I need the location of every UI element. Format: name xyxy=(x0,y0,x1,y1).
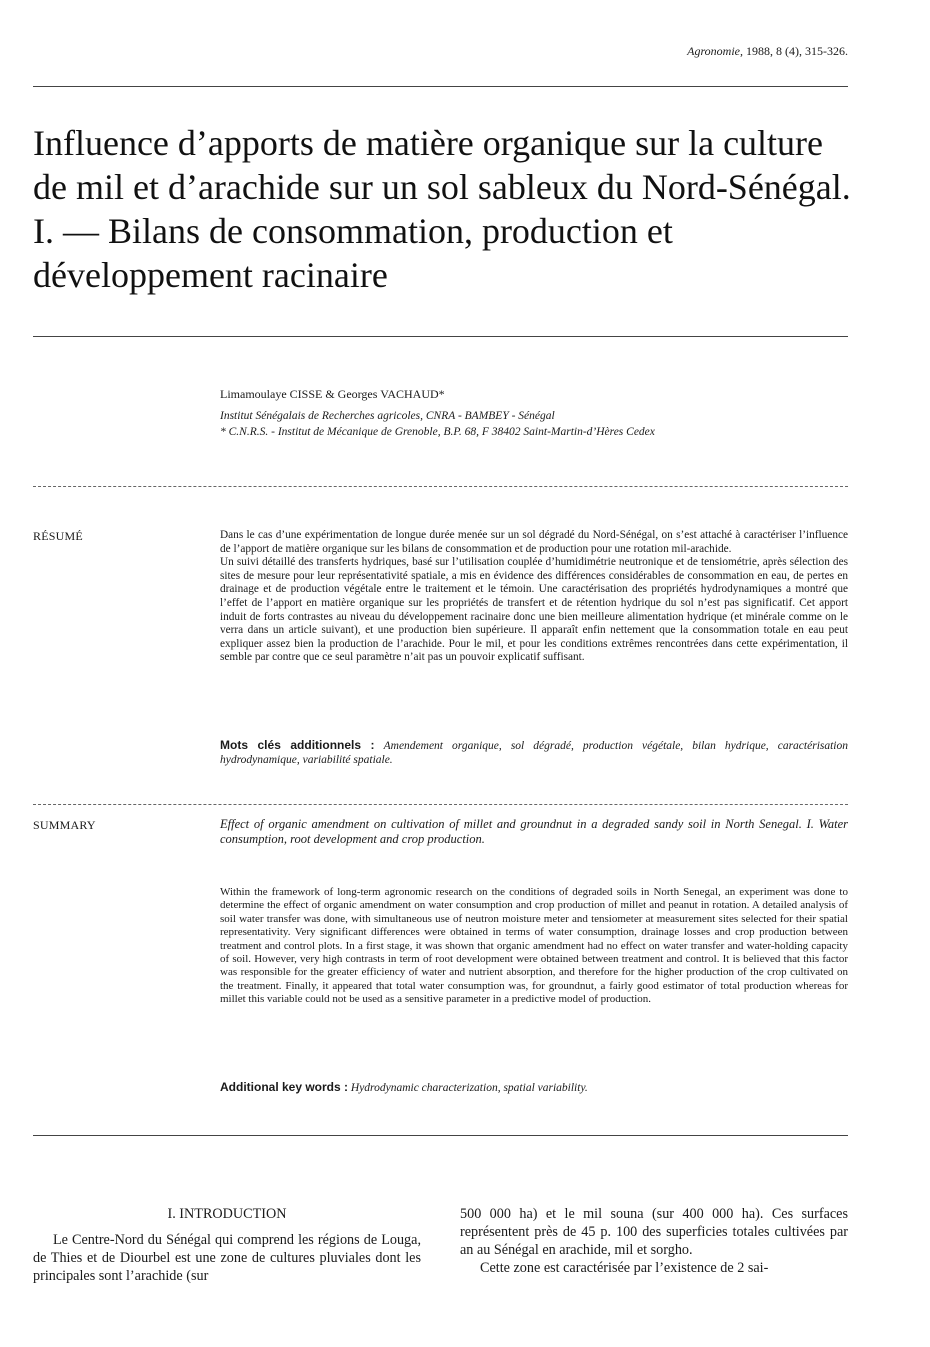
resume-text xyxy=(220,529,848,665)
summary-keywords-text: Hydrodynamic characterization, spatial variability. xyxy=(350,1082,588,1094)
intro-paragraph-1: Le Centre-Nord du Sénégal qui comprend les régions de Louga, de Thies et de Diourbel est une zone de cultures pluviales dont les principales sont l’arachide (sur xyxy=(33,1232,421,1284)
resume-label: RÉSUMÉ xyxy=(33,529,83,543)
summary-keywords xyxy=(220,1080,848,1095)
summary-title: Effect of organic amendment on cultivation of millet and groundnut in a degraded sandy soil in North Senegal. I. Water consumption, root development and crop production. xyxy=(220,817,848,846)
resume-paragraph-1: Dans le cas d’une expérimentation de longue durée menée sur un sol dégradé du Nord-Sénégal, on s’est attaché à caractériser l’influence de l’apport de matière organique sur les bilans de consommation et de production pour une rotation mil-arachide. xyxy=(220,529,848,555)
section-heading: I. INTRODUCTION xyxy=(167,1206,287,1222)
intro-paragraph-3: Cette zone est caractérisée par l’existence de 2 sai- xyxy=(480,1260,769,1276)
summary-keywords-label: Additional key words : xyxy=(220,1080,349,1094)
intro-column-right xyxy=(460,1205,848,1277)
resume-keywords-label: Mots clés additionnels : xyxy=(220,738,375,752)
authors-rule xyxy=(33,486,848,487)
affiliation-2: * C.N.R.S. - Institut de Mécanique de Grenoble, B.P. 68, F 38402 Saint-Martin-d’Hères Cedex xyxy=(220,426,655,438)
resume-keywords xyxy=(220,738,848,767)
title-rule xyxy=(33,336,848,337)
authors: Limamoulaye CISSE & Georges VACHAUD* xyxy=(220,387,445,401)
journal-name: Agronomie, xyxy=(687,44,743,58)
intro-paragraph-2: 500 000 ha) et le mil souna (sur 400 000 ha). Ces surfaces représentent près de 45 p. 100 des superficies totales cultivées par an au Sénégal en arachide, mil et sorgho. xyxy=(460,1206,848,1258)
header-rule xyxy=(33,86,848,87)
intro-column-left xyxy=(33,1205,421,1285)
journal-volume: 1988, 8 (4), 315-326. xyxy=(746,44,848,58)
affiliation-1: Institut Sénégalais de Recherches agricoles, CNRA - BAMBEY - Sénégal xyxy=(220,410,555,422)
resume-rule xyxy=(33,804,848,805)
resume-paragraph-2: Un suivi détaillé des transferts hydriques, basé sur l’utilisation couplée d’humidimétrie neutronique et de tensiométrie, après sélection des sites de mesure pour leur représentativité spatiale, a mis en évidence des différences considérables de consommation en eau, de pertes en drainage et de production végétale entre le traitement et le témoin. Une caractérisation des propriétés hydrodynamiques a montré que l’effet de l’apport en matière organique sur les propriétés de transfert et de rétention hydrique du sol n’est pas significatif. Cet apport induit de forts contrastes au niveau du développement racinaire donc une bien meilleure alimentation hydrique (et minérale comme on le verra dans un article suivant), et une production bien supérieure. Il apparaît enfin nettement que la consommation totale en eau peut expliquer assez bien la production de l’arachide. Pour le mil, et pour les conditions extrêmes rencontrées dans cette expérimentation, il semble par contre que ce seul paramètre n’ait pas un pouvoir explicatif suffisant. xyxy=(220,556,848,664)
resume-keywords-text: Amendement organique, sol dégradé, production végétale, bilan hydrique, caractérisation hydrodynamique, variabilité spatiale. xyxy=(220,740,848,766)
journal-reference xyxy=(687,44,848,59)
summary-label: SUMMARY xyxy=(33,818,96,832)
article-title: Influence d’apports de matière organique sur la culture de mil et d’arachide sur un sol sableux du Nord-Sénégal. I. — Bilans de consommation, production et développement racinaire xyxy=(33,123,851,295)
summary-body: Within the framework of long-term agronomic research on the conditions of degraded soils in North Senegal, an experiment was done to determine the effect of organic amendment on water consumption and crop production of millet and peanut in rotation. A detailed analysis of soil water transfer was done, with simultaneous use of neutron moisture meter and tensiometer at measurement sites selected for their spatial representativity. Very significant differences were obtained in terms of water consumption, drainage losses and crop production between treatment and control plots. In a first stage, it was shown that organic amendment had no effect on water transfer and water-holding capacity of soil. However, very high contrasts in term of root development were obtained between treatment and control. It is believed that this factor was responsible for the greater efficiency of water and nutrient absorption, and therefore for the higher production of the crop cultivated on the treatment. Finally, it appeared that total water consumption was, for groundnut, a fairly good estimator of total production whereas for millet this variable could not be used as a sensitive parameter in a predictive model of production. xyxy=(220,886,848,1006)
summary-rule xyxy=(33,1135,848,1136)
